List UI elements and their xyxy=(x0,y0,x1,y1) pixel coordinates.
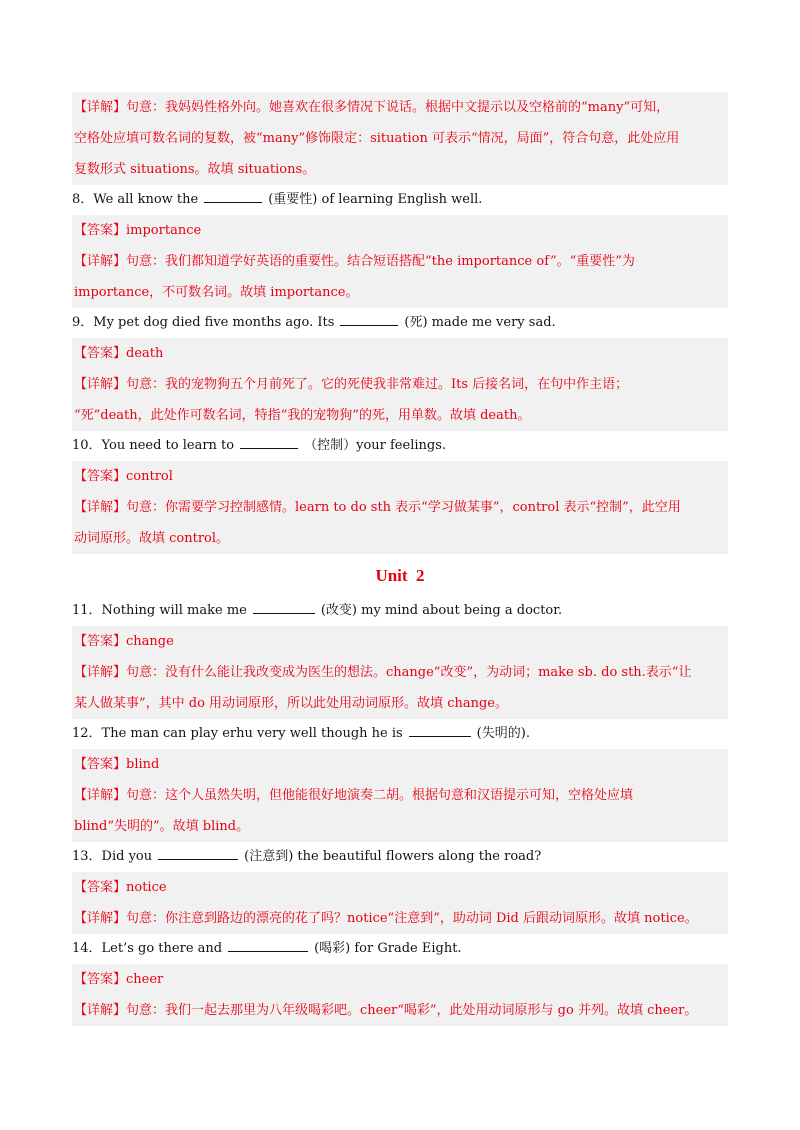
answer-blank xyxy=(228,939,308,952)
question-text: 11．Nothing will make me xyxy=(72,603,247,618)
question-text: 10．You need to learn to xyxy=(72,438,235,453)
explanation-line: 某人做某事”，其中 do 用动词原形，所以此处用动词原形。故填 change。 xyxy=(74,696,508,711)
explanation-box xyxy=(72,246,728,308)
answer-text: 【答案】notice xyxy=(74,880,167,895)
unit-heading: Unit 2 xyxy=(375,566,425,585)
explanation-line: 【详解】句意：你需要学习控制感情。learn to do sth 表示“学习做某事”，control 表示“控制”，此空用 xyxy=(74,500,681,515)
question-hint: (失明的). xyxy=(476,726,530,741)
question-line xyxy=(72,842,728,872)
question-text: 12．The man can play erhu very well though he is xyxy=(72,726,403,741)
answer-box xyxy=(72,872,728,903)
explanation-box xyxy=(72,995,728,1026)
answer-text: 【答案】control xyxy=(74,469,173,484)
explanation-line: 动词原形。故填 control。 xyxy=(74,531,230,546)
answer-blank xyxy=(204,190,262,203)
question-text: 8．We all know the xyxy=(72,192,199,207)
explanation-box xyxy=(72,92,728,185)
question-hint: (死) made me very sad. xyxy=(404,315,556,330)
explanation-box xyxy=(72,903,728,934)
question-hint: (改变) my mind about being a doctor. xyxy=(320,603,563,618)
question-line xyxy=(72,596,728,626)
answer-box xyxy=(72,215,728,246)
question-line xyxy=(72,719,728,749)
explanation-line: 【详解】句意：我妈妈性格外向。她喜欢在很多情况下说话。根据中文提示以及空格前的“many”可知， xyxy=(74,100,670,115)
explanation-line: 【详解】句意：我们都知道学好英语的重要性。结合短语搭配“the importance of”。“重要性”为 xyxy=(74,254,635,269)
question-text: 9．My pet dog died five months ago. Its xyxy=(72,315,335,330)
explanation-box xyxy=(72,369,728,431)
explanation-line: 复数形式 situations。故填 situations。 xyxy=(74,162,316,177)
explanation-line: 【详解】句意：我们一起去那里为八年级喝彩吧。cheer“喝彩”，此处用动词原形与 go 并列。故填 cheer。 xyxy=(74,1003,698,1018)
answer-text: 【答案】blind xyxy=(74,757,160,772)
answer-blank xyxy=(240,436,298,449)
answer-blank xyxy=(253,601,315,614)
explanation-line: 【详解】句意：没有什么能让我改变成为医生的想法。change“改变”，为动词；make sb. do sth.表示“让 xyxy=(74,665,692,680)
answer-text: 【答案】cheer xyxy=(74,972,164,987)
question-hint: (注意到) the beautiful flowers along the road? xyxy=(244,849,542,864)
question-hint: (重要性) of learning English well. xyxy=(268,192,483,207)
explanation-line: “死”death，此处作可数名词，特指“我的宠物狗”的死，用单数。故填 death。 xyxy=(74,408,531,423)
question-text: 13．Did you xyxy=(72,849,153,864)
question-hint: （控制）your feelings. xyxy=(304,438,447,453)
question-line xyxy=(72,308,728,338)
question-line xyxy=(72,185,728,215)
explanation-line: 空格处应填可数名词的复数，被“many”修饰限定：situation 可表示“情况，局面”，符合句意，此处应用 xyxy=(74,131,680,146)
answer-box xyxy=(72,338,728,369)
answer-box xyxy=(72,964,728,995)
question-hint: (喝彩) for Grade Eight. xyxy=(314,941,462,956)
answer-blank xyxy=(340,313,398,326)
answer-box xyxy=(72,749,728,780)
question-line xyxy=(72,934,728,964)
explanation-box xyxy=(72,780,728,842)
answer-text: 【答案】change xyxy=(74,634,174,649)
explanation-box xyxy=(72,492,728,554)
explanation-line: blind“失明的”。故填 blind。 xyxy=(74,819,250,834)
explanation-line: importance，不可数名词。故填 importance。 xyxy=(74,285,359,300)
answer-blank xyxy=(409,724,471,737)
explanation-line: 【详解】句意：这个人虽然失明，但他能很好地演奏二胡。根据句意和汉语提示可知，空格处应填 xyxy=(74,788,634,803)
answer-blank xyxy=(158,847,238,860)
question-line xyxy=(72,431,728,461)
explanation-box xyxy=(72,657,728,719)
explanation-line: 【详解】句意：我的宠物狗五个月前死了。它的死使我非常难过。Its 后接名词，在句中作主语； xyxy=(74,377,629,392)
question-text: 14．Let’s go there and xyxy=(72,941,223,956)
answer-text: 【答案】importance xyxy=(74,223,202,238)
answer-box xyxy=(72,461,728,492)
answer-box xyxy=(72,626,728,657)
document-content xyxy=(72,92,728,1026)
explanation-line: 【详解】句意：你注意到路边的漂亮的花了吗？notice“注意到”，助动词 Did 后跟动词原形。故填 notice。 xyxy=(74,911,698,926)
answer-text: 【答案】death xyxy=(74,346,164,361)
